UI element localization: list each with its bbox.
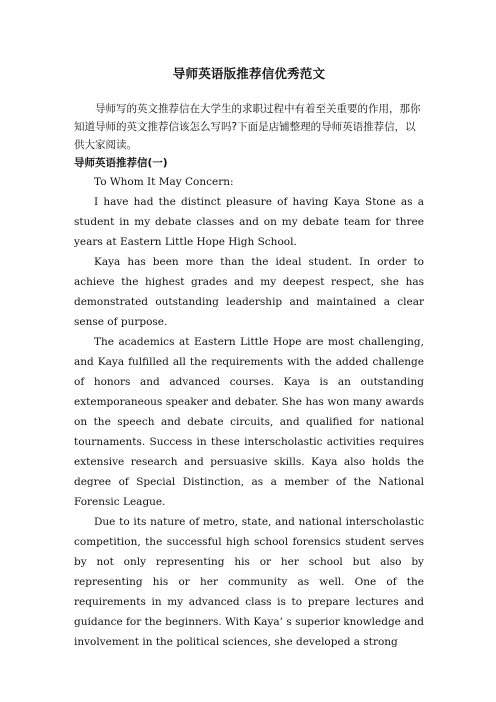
intro-paragraph: 导师写的英文推荐信在大学生的求职过程中有着至关重要的作用，那你知道导师的英文推荐信该怎么写吗?下面是店铺整理的导师英语推荐信，以供大家阅读。 (74, 103, 421, 151)
letter-paragraph-4: Due to its nature of metro, state, and national interscholastic competition, the successful high school forensics student serves by not only representing his or her school but also by representing his or her community as well. One of the requirements in my advanced class is to prepare lectures and guidance for the beginners. With Kaya’ s superior knowledge and involvement in the political sciences, she developed a strong (74, 516, 424, 648)
letter-paragraph-2: Kaya has been more than the ideal student. In order to achieve the highest grades and my deepest respect, she has demonstrated outstanding leadership and maintained a clear sense of purpose. (74, 256, 424, 328)
letter-salutation: To Whom It May Concern: (94, 176, 234, 188)
letter-paragraph-3: The academics at Eastern Little Hope are most challenging, and Kaya fulfilled all the requirements with the added challenge of honors and advanced courses. Kaya is an outstanding extemporaneous speaker and debater. She has won many awards on the speech and debate circuits, and qualified for national tournaments. Success in these interscholastic activities requires extensive research and persuasive skills. Kaya also holds the degree of Special Distinction, as a member of the National Forensic League. (74, 336, 424, 508)
document-title: 导师英语版推荐信优秀范文 (172, 66, 326, 81)
letter-paragraph-1: I have had the distinct pleasure of having Kaya Stone as a student in my debate classes and on my debate team for three years at Eastern Little Hope High School. (74, 196, 424, 248)
section-heading: 导师英语推荐信(一) (74, 157, 168, 169)
